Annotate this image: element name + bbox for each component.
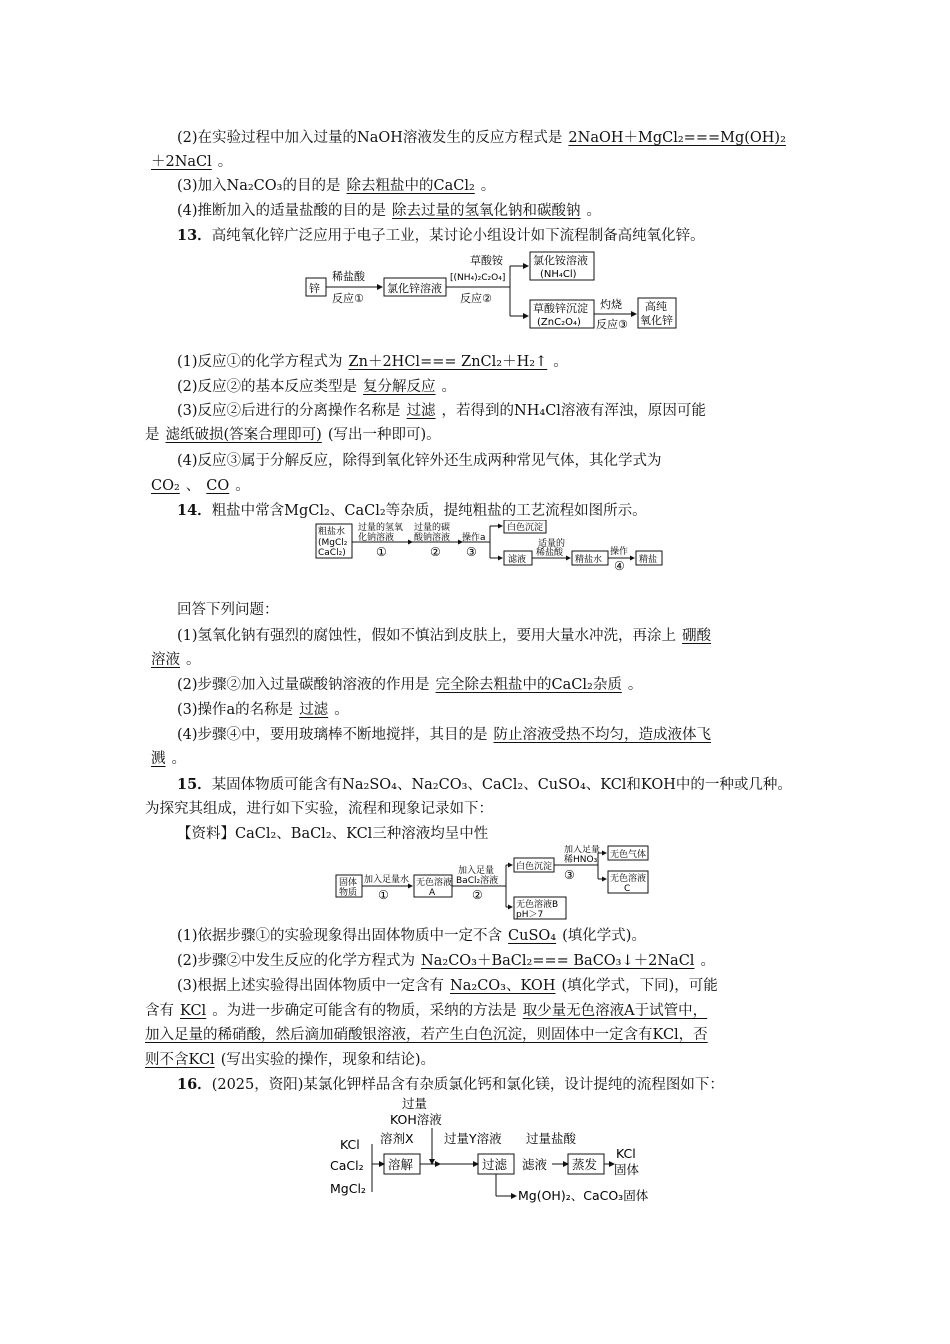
q14-intro	[177, 600, 842, 620]
q14-intro-text: 回答下列问题：	[177, 602, 279, 618]
q15-solC-b: C	[624, 884, 631, 894]
q14-part4-line1	[177, 725, 842, 745]
q13-p2-text: (2)反应②的基本反应类型是	[177, 379, 358, 395]
q16-product-b: 固体	[614, 1162, 640, 1177]
q13-part4-line2	[145, 476, 810, 496]
q13-zncl2: 氯化锌溶液	[387, 282, 442, 295]
q12-p3-text: (3)加入Na₂CO₃的目的是	[177, 178, 341, 194]
q15-stem-line2	[145, 799, 810, 819]
q13-r1: 反应①	[332, 292, 364, 305]
q15-gas: 无色气体	[610, 850, 647, 860]
q14-filtrate: 滤液	[508, 555, 527, 565]
q15-p3-text-c: 含有	[145, 1003, 174, 1019]
q15-part1	[177, 926, 842, 946]
q16-number: 16．	[177, 1076, 212, 1093]
q14-salt-water: 精盐水	[575, 555, 603, 565]
q13-nh4cl: 氯化铵溶液	[533, 254, 588, 267]
q15-p3-answer3: 取少量无色溶液A于试管中，	[522, 1003, 708, 1019]
q13-p3-text-c: 是	[145, 427, 160, 443]
q14-s1-b: 化钠溶液	[358, 533, 395, 543]
q15-part3-line4	[145, 1050, 810, 1070]
q13-acid: 稀盐酸	[332, 270, 365, 283]
q13-r3: 反应③	[596, 318, 628, 331]
q14-p1-text: (1)氢氧化钠有强烈的腐蚀性，假如不慎沾到皮肤上，要用大量水冲洗，再涂上	[177, 628, 677, 644]
q13-part3-line2	[145, 425, 810, 445]
q15-water: 加入足量水	[364, 875, 410, 885]
q15-p2-end: 。	[700, 953, 715, 969]
q13-part1	[177, 352, 842, 372]
q14-p3-end: 。	[334, 702, 349, 718]
q14-p4-text: (4)步骤④中，要用玻璃棒不断地搅拌，其目的是	[177, 727, 488, 743]
q13-p4-end: 。	[235, 478, 250, 494]
q14-p3-answer: 过滤	[299, 702, 329, 718]
q15-part3-line2	[145, 1001, 810, 1021]
q13-p3-text-b: ，若得到的NH₄Cl溶液有浑浊，原因可能	[441, 403, 706, 419]
q15-p2-text: (2)步骤②中发生反应的化学方程式为	[177, 953, 416, 969]
q14-op-a: 操作a	[462, 533, 486, 543]
q12-p4-text: (4)推断加入的适量盐酸的目的是	[177, 203, 387, 219]
q16-flowchart	[328, 1094, 668, 1206]
q15-p3-text: (3)根据上述实验得出固体物质中一定含有	[177, 978, 445, 994]
q13-p3-end: (写出一种即可)。	[327, 427, 441, 443]
q15-solid-a: 固体	[339, 878, 358, 888]
q16-stem-text: (2025，资阳)某氯化钾样品含有杂质氯化钙和氯化镁，设计提纯的流程图如下：	[211, 1077, 724, 1093]
q14-part1-line1	[177, 626, 842, 646]
q13-r2: 反应②	[460, 292, 492, 305]
q15-part3-line3	[145, 1025, 810, 1045]
q13-p1-answer: Zn＋2HCl=== ZnCl₂＋H₂↑	[348, 354, 548, 370]
q13-p4-answer1: CO₂	[151, 478, 180, 494]
q16-filter: 过滤	[482, 1157, 508, 1172]
q13-p4-answer2: CO	[206, 478, 230, 494]
q14-stem	[177, 501, 842, 521]
q13-p2-end: 。	[441, 379, 457, 395]
q13-part2	[177, 377, 842, 397]
q14-brine-b: (MgCl₂	[318, 538, 348, 548]
q13-nh4cl-formula: (NH₄Cl)	[540, 269, 577, 280]
q12-p2-answer-cont: ＋2NaCl	[151, 154, 212, 170]
q12-p2-end: 。	[217, 154, 233, 170]
q14-p4-answer: 防止溶液受热不均匀，造成液体飞	[493, 727, 712, 743]
q16-stem	[177, 1075, 842, 1095]
q15-part2	[177, 951, 842, 971]
q15-solC-a: 无色溶液	[610, 874, 647, 884]
q15-solA-b: A	[429, 888, 436, 898]
q14-s1-n: ①	[376, 545, 387, 559]
q16-koh-b: KOH溶液	[390, 1112, 442, 1127]
q14-op4: 操作	[610, 547, 629, 557]
q14-p1-end: 。	[186, 652, 201, 668]
q15-solB-a: 无色溶液B	[516, 900, 559, 910]
q15-p3-answer2: KCl	[180, 1003, 207, 1019]
q12-part4	[177, 201, 842, 221]
q15-number: 15．	[177, 776, 212, 793]
q14-p1-answer: 硼酸	[682, 628, 712, 644]
q14-p1-answer-cont: 溶液	[151, 652, 180, 668]
q13-p3-answer: 过滤	[406, 403, 436, 419]
q12-p4-answer: 除去过量的氢氧化钠和碳酸钠	[392, 203, 581, 219]
q13-zno-a: 高纯	[645, 300, 667, 313]
q14-s2-n: ②	[430, 545, 441, 559]
q13-p3-answer2: 滤纸破损(答案合理即可)	[165, 427, 322, 443]
q14-p2-text: (2)步骤②加入过量碳酸钠溶液的作用是	[177, 677, 430, 693]
q14-stem-text: 粗盐中常含MgCl₂、CaCl₂等杂质，提纯粗盐的工艺流程如图所示。	[211, 503, 647, 519]
q16-evap: 蒸发	[572, 1157, 598, 1172]
q15-bacl2-b: BaCl₂溶液	[456, 876, 499, 886]
q14-part2	[177, 675, 842, 695]
q13-oxalate: 草酸铵	[470, 254, 503, 267]
q13-p1-end: 。	[553, 354, 568, 370]
q13-p4-text: (4)反应③属于分解反应，除得到氧化锌外还生成两种常见气体，其化学式为	[177, 453, 662, 469]
q15-info	[177, 824, 842, 844]
q14-brine: 粗盐水	[318, 527, 346, 537]
q16-filtrate: 滤液	[522, 1157, 548, 1172]
q14-p3-text: (3)操作a的名称是	[177, 702, 294, 718]
q15-solA-a: 无色溶液	[416, 878, 453, 888]
q13-p1-text: (1)反应①的化学方程式为	[177, 354, 343, 370]
q16-solvent: 溶剂X	[380, 1131, 414, 1146]
q15-part3-line1	[177, 976, 842, 996]
q14-s4-n: ④	[614, 559, 625, 572]
q16-kcl: KCl	[340, 1137, 360, 1152]
q13-p4-sep: 、	[185, 478, 201, 494]
q12-part2-line1	[177, 128, 842, 148]
q15-s2-n: ②	[472, 888, 483, 902]
q15-white-ppt: 白色沉淀	[516, 862, 553, 872]
q15-stem-line1	[177, 775, 842, 795]
q14-refined: 精盐	[639, 555, 658, 565]
q15-p3-text-d: 。为进一步确定可能含有的物质，采纳的方法是	[212, 1003, 517, 1019]
q13-flowchart	[300, 250, 690, 340]
q14-acid-b: 稀盐酸	[536, 548, 564, 558]
q14-s2-a: 过量的碳	[414, 523, 451, 533]
q16-cacl2: CaCl₂	[330, 1158, 364, 1173]
q14-part1-line2	[145, 650, 810, 670]
q12-p2-text: (2)在实验过程中加入过量的NaOH溶液发生的反应方程式是	[177, 130, 563, 146]
q13-number: 13．	[177, 227, 212, 244]
q15-bacl2-a: 加入足量	[458, 866, 495, 876]
q15-stem-text-b: 为探究其组成，进行如下实验，流程和现象记录如下：	[145, 801, 493, 817]
q12-p3-answer: 除去粗盐中的CaCl₂	[346, 178, 475, 194]
q12-p4-end: 。	[586, 203, 602, 219]
q15-hno3-b: 稀HNO₃	[564, 855, 598, 865]
q15-s1-n: ①	[378, 888, 389, 902]
q13-p2-answer: 复分解反应	[363, 379, 436, 395]
q13-stem-text: 高纯氧化锌广泛应用于电子工业，某讨论小组设计如下流程制备高纯氧化锌。	[211, 228, 705, 244]
q16-mgcl2: MgCl₂	[330, 1181, 366, 1196]
q16-dissolve: 溶解	[388, 1157, 414, 1172]
q14-part3	[177, 700, 842, 720]
q16-hcl: 过量盐酸	[526, 1131, 577, 1146]
q14-p4-answer-cont: 溅	[151, 751, 166, 767]
q14-s3-n: ③	[466, 545, 477, 559]
q14-part4-line2	[145, 749, 810, 769]
q15-p3-answer3-cont: 加入足量的稀硝酸，然后滴加硝酸银溶液，若产生白色沉淀，则固体中一定含有KCl，否	[145, 1027, 708, 1043]
q13-oxalate-formula: [(NH₄)₂C₂O₄]	[450, 273, 506, 283]
q14-number: 14．	[177, 502, 212, 519]
q15-p1-answer: CuSO₄	[508, 928, 557, 944]
q16-koh-a: 过量	[402, 1096, 428, 1111]
q13-part4-line1	[177, 451, 842, 471]
q13-zno-b: 氧化锌	[640, 314, 673, 327]
q15-solB-b: pH＞7	[516, 910, 544, 920]
q15-s3-n: ③	[564, 868, 575, 882]
q15-p3-end: (写出实验的操作，现象和结论)。	[220, 1052, 436, 1068]
q14-s2-b: 酸钠溶液	[414, 533, 451, 543]
q14-s1-a: 过量的氢氧	[358, 523, 404, 533]
q15-flowchart	[332, 845, 662, 921]
q13-znox: 草酸锌沉淀	[533, 302, 588, 315]
q13-znox-formula: (ZnC₂O₄)	[537, 317, 581, 328]
q13-zinc: 锌	[309, 282, 320, 295]
q13-stem	[177, 226, 842, 246]
q16-residue: Mg(OH)₂、CaCO₃固体	[518, 1188, 649, 1203]
q12-part2-line2	[145, 152, 810, 172]
q14-acid-a: 适量的	[538, 539, 566, 549]
q15-p1-end: (填化学式)。	[562, 928, 646, 944]
q15-info-text: 【资料】CaCl₂、BaCl₂、KCl三种溶液均呈中性	[177, 826, 489, 842]
q14-p4-end: 。	[171, 751, 186, 767]
q12-p3-end: 。	[480, 178, 496, 194]
q12-part3	[177, 176, 842, 196]
q16-y: 过量Y溶液	[444, 1131, 502, 1146]
q15-stem-text: 某固体物质可能含有Na₂SO₄、Na₂CO₃、CaCl₂、CuSO₄、KCl和KOH中的一种或几种。	[211, 777, 792, 793]
q15-solid-b: 物质	[339, 888, 358, 898]
q15-p3-answer1: Na₂CO₃、KOH	[450, 978, 556, 994]
q12-p2-answer: 2NaOH＋MgCl₂===Mg(OH)₂	[568, 130, 786, 146]
q14-white-ppt: 白色沉淀	[507, 523, 544, 533]
q15-p1-text: (1)依据步骤①的实验现象得出固体物质中一定不含	[177, 928, 503, 944]
q13-p3-text: (3)反应②后进行的分离操作名称是	[177, 403, 401, 419]
q14-p2-end: 。	[627, 677, 643, 693]
q14-p2-answer: 完全除去粗盐中的CaCl₂杂质	[435, 677, 622, 693]
q14-brine-c: CaCl₂)	[318, 548, 346, 558]
q16-product-a: KCl	[616, 1146, 636, 1161]
q15-p2-answer: Na₂CO₃＋BaCl₂=== BaCO₃↓＋2NaCl	[421, 953, 695, 969]
q15-p3-answer3-end: 则不含KCl	[145, 1052, 215, 1068]
q14-flowchart	[312, 520, 672, 572]
q13-part3-line1	[177, 401, 842, 421]
q15-p3-text-b: (填化学式，下同)，可能	[561, 978, 718, 994]
q15-hno3-a: 加入足量	[564, 845, 601, 855]
q13-burn: 灼烧	[600, 298, 622, 311]
